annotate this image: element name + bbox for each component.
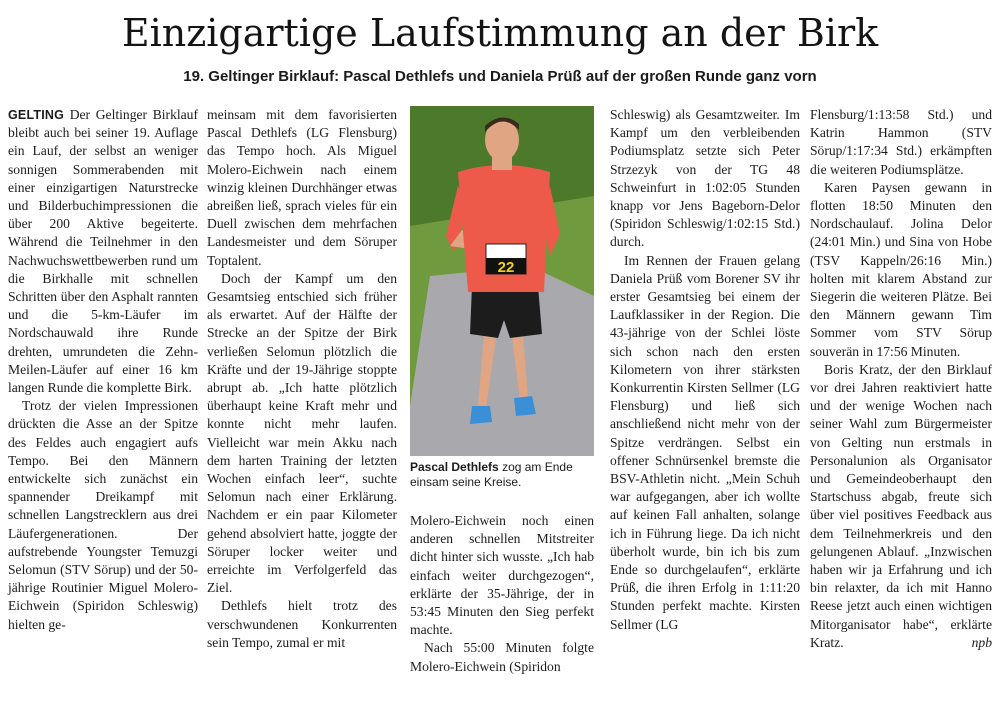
article-column-4 <box>610 106 800 634</box>
article-column-3 <box>410 512 594 676</box>
paragraph: Doch der Kampf um den Gesamtsieg entschied sich früher als erwartet. Auf der Hälfte der Strecke an der Spitze der Birk verließen Selomun plötzlich die Kräfte und der 19-Jährige stoppte abrupt ab. „Ich hatte plötzlich überhaupt keine Kraft mehr und konnte nicht mehr laufen. Vielleicht war mein Akku nach dem harten Training der letzten Wochen einfach leer“, suchte Selomun nach einer Erklärung. Nachdem er ein paar Kilometer gehend absolviert hatte, joggte der Söruper locker weiter und erreichte im Verfolgerfeld das Ziel. <box>207 270 397 596</box>
paragraph: Trotz der vielen Impressionen drückten die Asse an der Spitze des Feldes auch engagiert aufs Tempo. Bei den Männern entwickelte sich zunächst ein spannender Dreikampf mit schnellen Langstrecklern aus drei Läufergenerationen. Der aufstrebende Youngster Temuzgi Selomun (STV Sörup) und der 50-jährige Routinier Miguel Molero-Eichwein (Spiridon Schleswig) hielten ge- <box>8 398 198 632</box>
paragraph: Schleswig) als Gesamtzweiter. Im Kampf um den verbleibenden Podiumsplatz setzte sich Peter Strzezyk von der TG 48 Schweinfurt in 1:02:05 Stunden knapp vor Jens Bageborn-Delor (Spiridon Schleswig/1:02:15 Std.) durch. <box>610 107 800 250</box>
dateline: GELTING <box>8 108 65 122</box>
runner-left-shoe <box>470 406 492 424</box>
paragraph <box>810 361 992 652</box>
subheadline: 19. Geltinger Birklauf: Pascal Dethlefs und Daniela Prüß auf der großen Runde ganz vorn <box>183 68 817 85</box>
paragraph: meinsam mit dem favorisierten Pascal Dethlefs (LG Flensburg) das Tempo hoch. Als Miguel Molero-Eichwein nach einem winzig kleinen Durchhänger etwas abreißen ließ, sprach vieles für ein Duell zwischen dem mehrfachen Landesmeister und dem Söruper Toptalent. <box>207 107 397 268</box>
paragraph: Flensburg/1:13:58 Std.) und Katrin Hammon (STV Sörup/1:17:34 Std.) erkämpften die weiteren Podiumsplätze. <box>810 107 992 177</box>
bib-number: 22 <box>497 259 515 276</box>
paragraph: Dethlefs hielt trotz des verschwundenen Konkurrenten sein Tempo, zumal er mit <box>207 598 397 650</box>
paragraph: Nach 55:00 Minuten folgte Molero-Eichwein (Spiridon <box>410 640 594 674</box>
runner-photo <box>410 106 594 456</box>
runner-illustration <box>410 106 594 456</box>
article-column-2 <box>207 106 397 652</box>
author-signature: npb <box>971 634 992 650</box>
paragraph-text: Boris Kratz, der den Birklauf vor drei Jahren reaktiviert hatte und der wenige Wochen nach seiner Wahl zum Bürgermeister von Gelting nun erstmals in Personalunion als Organisator und Gemeindeoberhaupt den Startschuss abgab, freute sich über viel positives Feedback aus dem Teilnehmerkreis und den gelungenen Ablauf. „Inzwischen haben wir ja Erfahrung und ich bin relaxter, da ich mit Hanno Reese jetzt auch einen wichtigen Mitorganisator habe“, erklärte Kratz. <box>810 361 992 650</box>
paragraph: Molero-Eichwein noch einen anderen schnellen Mitstreiter dicht hinter sich wusste. „Ich hab einfach weiter durchgezogen“, erklärte der 35-Jährige, der in 53:45 Minuten den Sieg perfekt machte. <box>410 513 594 638</box>
article-column-1 <box>8 106 198 634</box>
photo-caption <box>410 460 594 490</box>
caption-text: zog am Ende einsam seine Kreise. <box>410 460 573 489</box>
caption-name: Pascal Dethlefs <box>410 460 499 474</box>
article-column-5 <box>810 106 992 652</box>
paragraph-text: Der Geltinger Birklauf bleibt auch bei seiner 19. Auflage ein Lauf, der selbst an weniger sonnigen Sommerabenden mit einer einzigartigen Naturstrecke und Bilderbuchimpressionen die über 200 Aktive begeiterte. Während die Teilnehmer in den Nachwuchswettbewerben rund um die Birkhalle mit schnellen Schritten über den Asphalt rannten und die 5-km-Läufer im Nordschauwald ihre Runde drehten, umrundeten die Zehn-Meilen-Läufer auf einer 16 km langen Runde die komplette Birk. <box>8 107 198 396</box>
paragraph: Karen Paysen gewann in flotten 18:50 Minuten den Nordschaulauf. Jolina Delor (24:01 Min.) und Sina von Hobe (TSV Kappeln/26:16 Min.) holten mit klarem Abstand zur Siegerin die weiteren Plätze. Bei den Männern gewann Tim Sommer vom STV Sörup souverän in 17:56 Minuten. <box>810 179 992 359</box>
headline: Einzigartige Laufstimmung an der Birk <box>121 11 879 55</box>
paragraph: Im Rennen der Frauen gelang Daniela Prüß vom Borener SV ihr erster Gesamtsieg bei einem der Laufklassiker in der Region. Die 43-jährige von der Schlei löste sich schon nach den ersten Kilometern von ihrer stärksten Konkurrentin Kirsten Sellmer (LG Flensburg) und ließ sich anschließend nicht mehr von der Spitze verdrängen. Selbst ein offener Schnürsenkel bremste die BSV-Athletin nicht. „Mein Schuh war aufgegangen, aber ich wollte auf keinen Fall anhalten, solange ich in Führung liege. Da ich nicht überholt wurde, bin ich bis zum Ende so durchgelaufen“, erklärte Prüß, die ihren Erfolg in 1:11:20 Stunden perfekt machte. Kirsten Sellmer (LG <box>610 252 800 632</box>
paragraph <box>8 106 198 397</box>
